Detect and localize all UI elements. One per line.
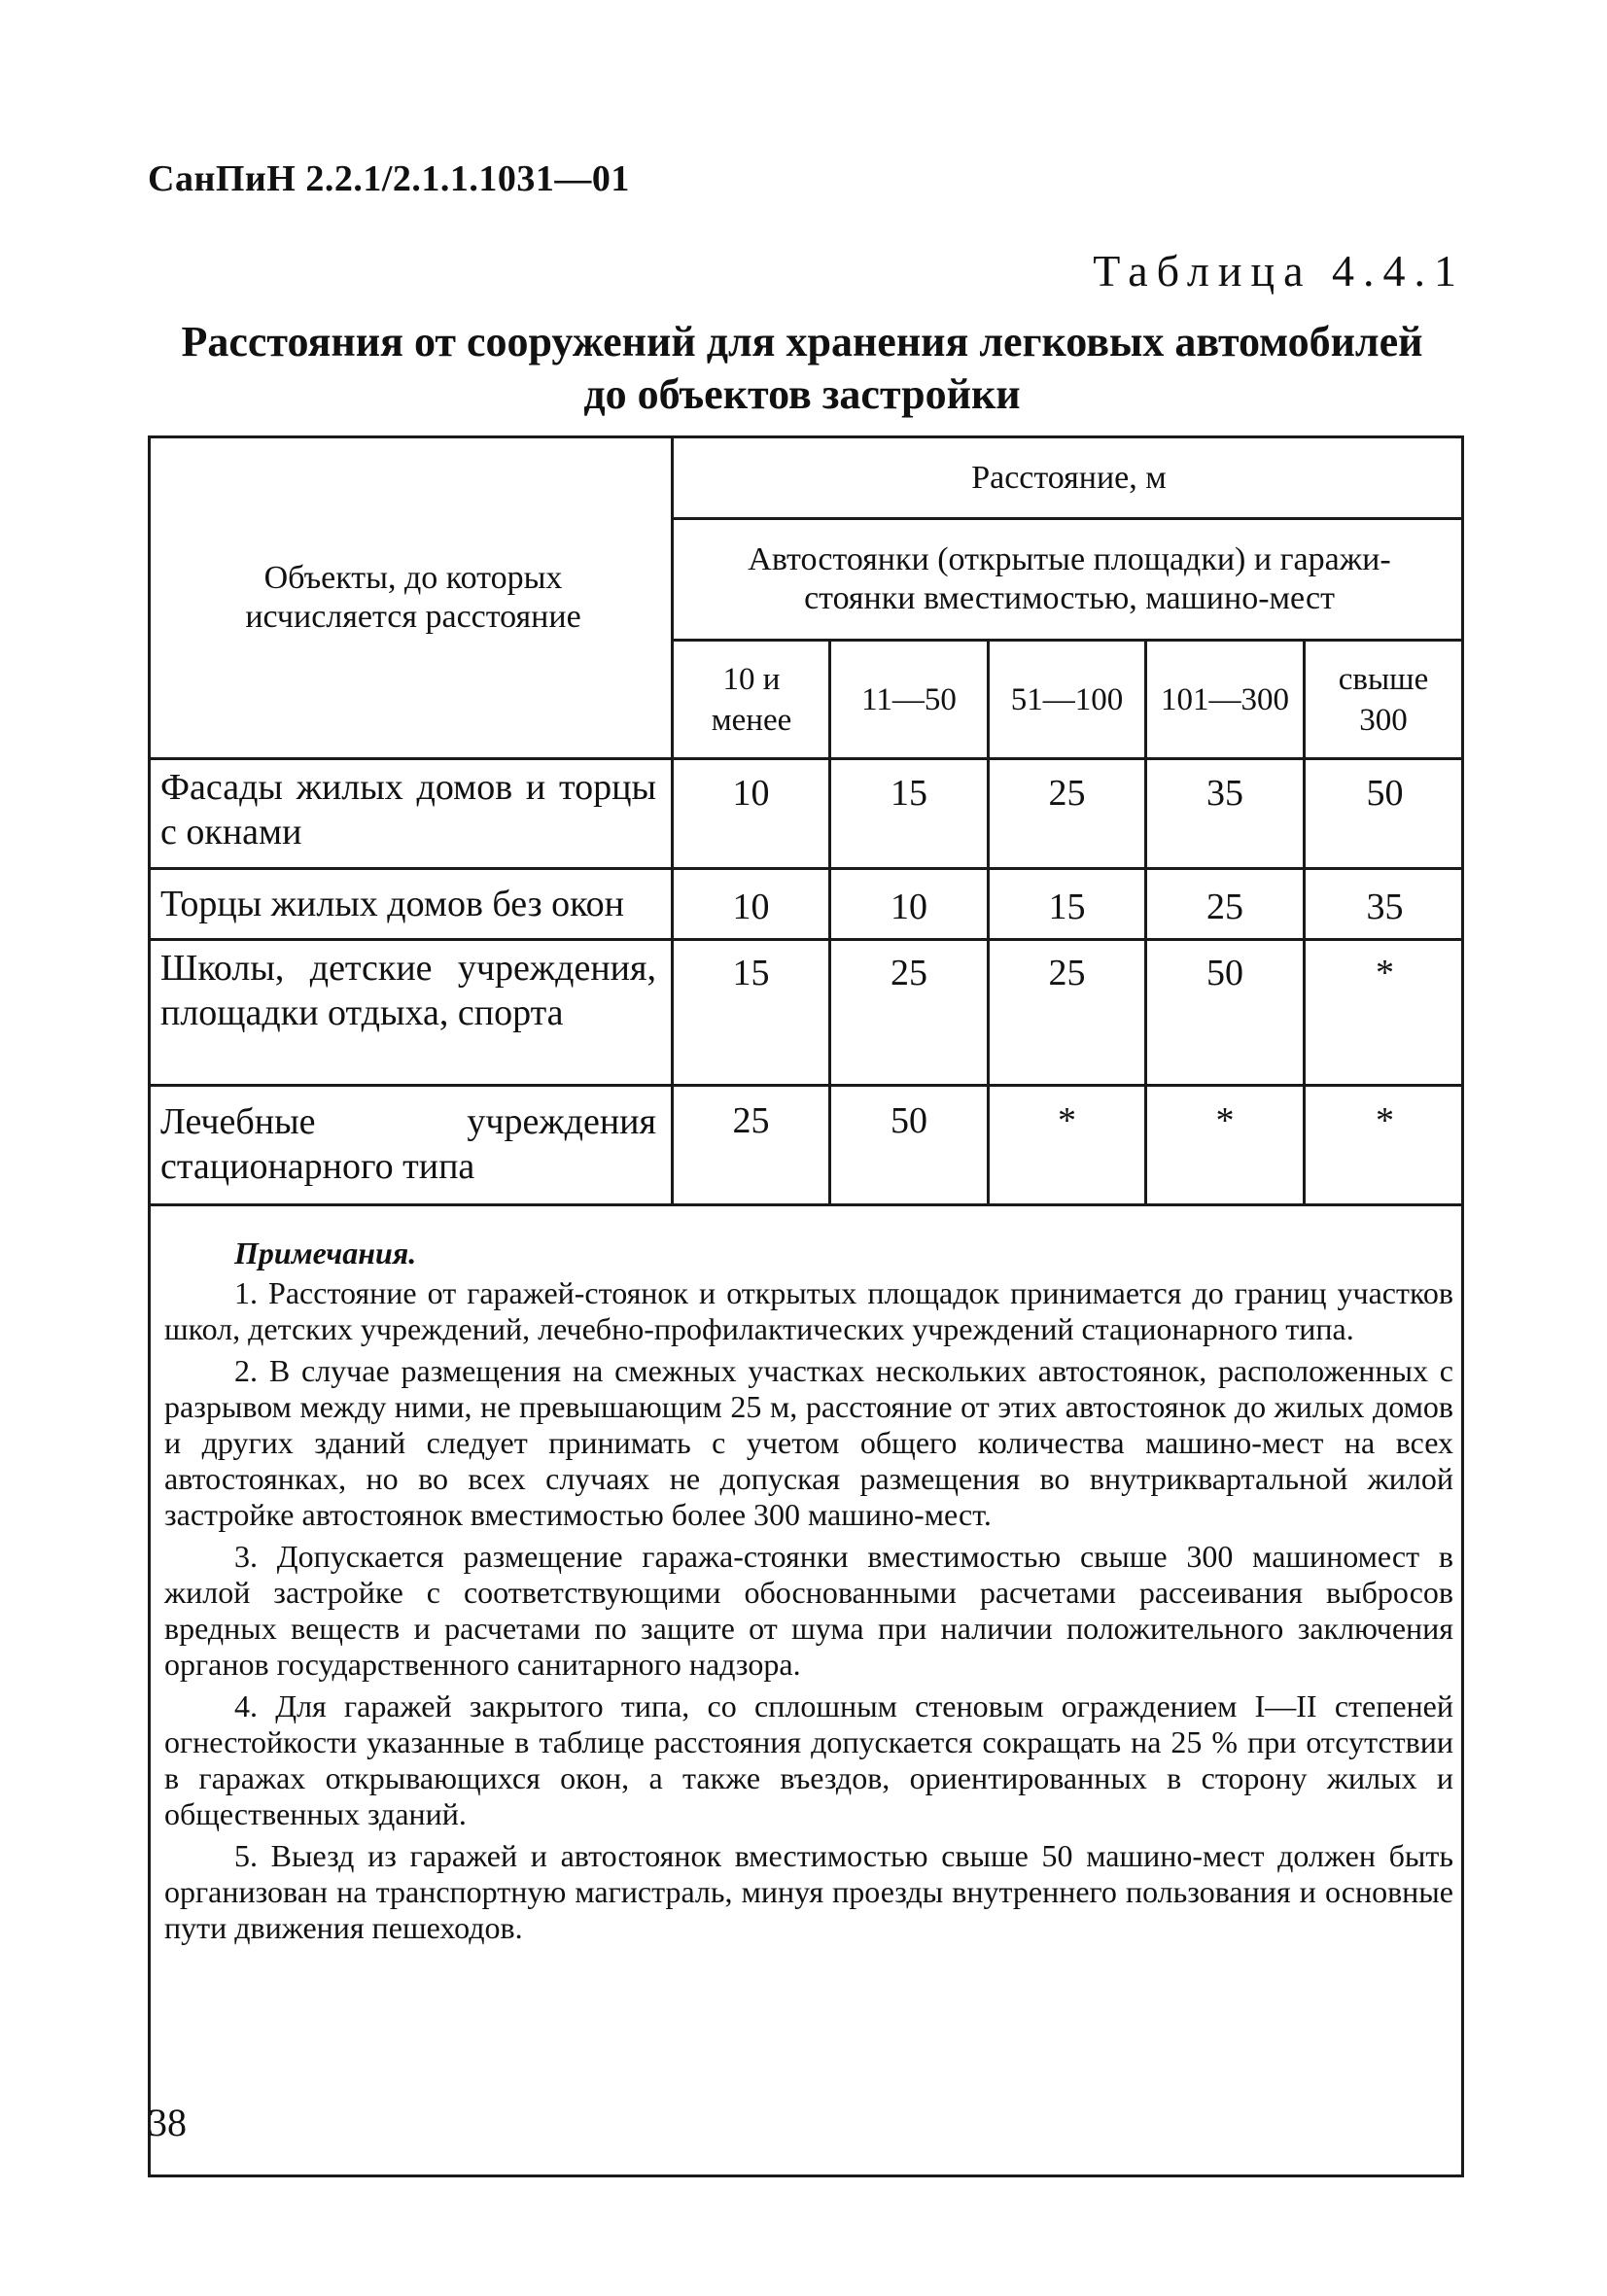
table-cell: 35 bbox=[1366, 887, 1404, 927]
note-item: 5. Выезд из гаражей и автостоянок вместимостью свыше 50 машино-мест должен быть организован на транспортную магистраль, минуя проезды внутреннего пользования и основные пути движения пешеходов. bbox=[164, 1838, 1453, 1945]
table-title-line-2: до объектов застройки bbox=[583, 370, 1021, 418]
row-label: Школы, детские учреждения, площадки отдыха, спорта bbox=[160, 948, 656, 1033]
table-cell: 50 bbox=[891, 1100, 927, 1141]
distance-header: Расстояние, м bbox=[971, 459, 1167, 496]
distance-table bbox=[148, 435, 1464, 2177]
table-notes bbox=[164, 1235, 1453, 1952]
column-header: 101—300 bbox=[1161, 681, 1289, 717]
table-cell: 10 bbox=[732, 887, 770, 927]
objects-header: Объекты, до которых исчисляется расстояние bbox=[245, 560, 581, 635]
column-header: 10 и менее bbox=[711, 661, 792, 738]
table-cell: * bbox=[1215, 1100, 1235, 1141]
row-label: Лечебные учреждения стационарного типа bbox=[160, 1101, 656, 1187]
row-label: Фасады жилых домов и торцы с окнами bbox=[160, 767, 656, 852]
table-cell: * bbox=[1376, 1100, 1394, 1141]
notes-heading: Примечания. bbox=[234, 1235, 417, 1270]
document-code: СанПиН 2.2.1/2.1.1.1031—01 bbox=[148, 158, 630, 199]
table-cell: 25 bbox=[891, 953, 927, 993]
table-cell: 15 bbox=[1048, 887, 1086, 927]
table-cell: 25 bbox=[732, 1100, 770, 1141]
table-cell: 10 bbox=[891, 887, 927, 927]
table-title-line-1: Расстояния от сооружений для хранения легковых автомобилей bbox=[181, 318, 1423, 365]
table-cell: 10 bbox=[732, 773, 770, 814]
note-item: 1. Расстояние от гаражей-стоянок и открытых площадок принимается до границ участков школ, детских учреждений, лечебно-профилактических учреждений стационарного типа. bbox=[164, 1275, 1453, 1346]
table-cell: 50 bbox=[1206, 953, 1243, 993]
column-header: 11—50 bbox=[861, 681, 957, 717]
table-cell: 15 bbox=[732, 953, 770, 993]
table-cell: 35 bbox=[1206, 773, 1243, 814]
capacity-header: Автостоянки (открытые площадки) и гаражи-стоянки вместимостью, машино-мест bbox=[748, 541, 1391, 616]
note-item: 2. В случае размещения на смежных участках нескольких автостоянок, расположенных с разрывом между ними, не превышающим 25 м, расстояние от этих автостоянок до жилых домов и других зданий следует принимать с учетом общего количества машино-мест на всех автостоянках, но во всех случаях не допуская размещения во внутриквартальной жилой застройке автостоянок вместимостью более 300 машино-мест. bbox=[164, 1353, 1453, 1532]
table-cell: * bbox=[1376, 953, 1394, 993]
column-header: 51—100 bbox=[1010, 681, 1124, 717]
note-item: 3. Допускается размещение гаража-стоянки вместимостью свыше 300 машиномест в жилой застройке с соответствующими обоснованными расчетами рассеивания выбросов вредных веществ и расчетами по защите от шума при наличии положительного заключения органов государственного санитарного надзора. bbox=[164, 1539, 1453, 1682]
table-cell: 25 bbox=[1206, 887, 1243, 927]
row-label: Торцы жилых домов без окон bbox=[160, 884, 624, 924]
column-header: свыше 300 bbox=[1338, 661, 1429, 738]
table-cell: 50 bbox=[1366, 773, 1404, 814]
table-number: Таблица 4.4.1 bbox=[1093, 246, 1465, 296]
table-cell: 15 bbox=[891, 773, 927, 814]
table-cell: 25 bbox=[1048, 953, 1086, 993]
page-number: 38 bbox=[148, 2101, 187, 2144]
table-cell: * bbox=[1058, 1100, 1076, 1141]
note-item: 4. Для гаражей закрытого типа, со сплошным стеновым ограждением I—II степеней огнестойкости указанные в таблице расстояния допускается сокращать на 25 % при отсутствии в гаражах открывающихся окон, а также въездов, ориентированных в сторону жилых и общественных зданий. bbox=[164, 1688, 1453, 1831]
table-cell: 25 bbox=[1048, 773, 1086, 814]
table-title bbox=[156, 316, 1449, 421]
